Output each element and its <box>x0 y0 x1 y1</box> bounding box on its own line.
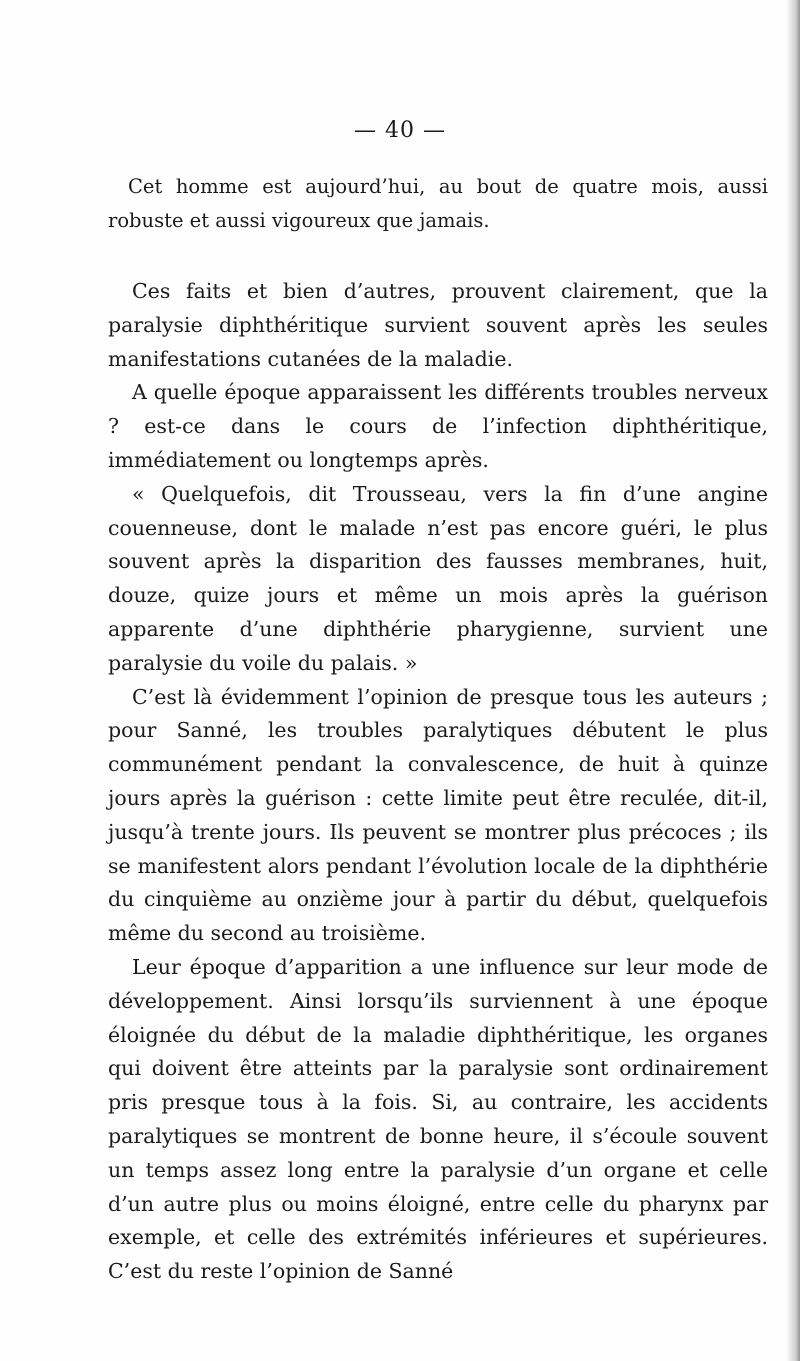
paragraph: Leur époque d’apparition a une influence sur leur mode de développement. Ainsi lorsqu’ils surviennent à une époque éloignée du début de la maladie diphthéritique, les organes qui doivent être atteints par la paralysie sont ordinairement pris presque tous à la fois. Si, au contraire, les accidents paralytiques se montrent de bonne heure, il s’écoule souvent un temps assez long entre la paralysie d’un organe et celle d’un autre plus ou moins éloigné, entre celle du pharynx par exemple, et celle des extrémités inférieures et supérieures. C’est du reste l’opinion de Sanné <box>108 954 768 1284</box>
paragraph: C’est là évidemment l’opinion de presque tous les auteurs ; pour Sanné, les troubles paralytiques débutent le plus communément pendant la convalescence, de huit à quinze jours après la guérison : cette limite peut être reculée, dit-il, jusqu’à trente jours. Ils peuvent se montrer plus précoces ; ils se manifestent alors pendant l’évolution locale de la diphthérie du cinquième au onzième jour à partir du début, quelquefois même du second au troisième. <box>108 684 768 946</box>
text-block-main <box>108 275 768 1289</box>
page-edge-shadow <box>786 0 800 1361</box>
paragraph: Cet homme est aujourd’hui, au bout de quatre mois, aussi robuste et aussi vigoureux que jamais. <box>108 175 768 232</box>
paragraph: Ces faits et bien d’autres, prouvent clairement, que la paralysie diphthéritique survient souvent après les seules manifestations cutanées de la maladie. <box>108 279 768 371</box>
paragraph: A quelle époque apparaissent les différents troubles nerveux ? est-ce dans le cours de l’infection diphthéritique, immédiatement ou longtemps après. <box>108 380 768 472</box>
paragraph-quote: « Quelquefois, dit Trousseau, vers la fin d’une angine couenneuse, dont le malade n’est pas encore guéri, le plus souvent après la disparition des fausses membranes, huit, douze, quize jours et même un mois après la guérison apparente d’une diphthérie pharygienne, survient une paralysie du voile du palais. » <box>108 481 768 675</box>
text-block-top <box>108 170 768 238</box>
page-number: — 40 — <box>354 118 446 143</box>
